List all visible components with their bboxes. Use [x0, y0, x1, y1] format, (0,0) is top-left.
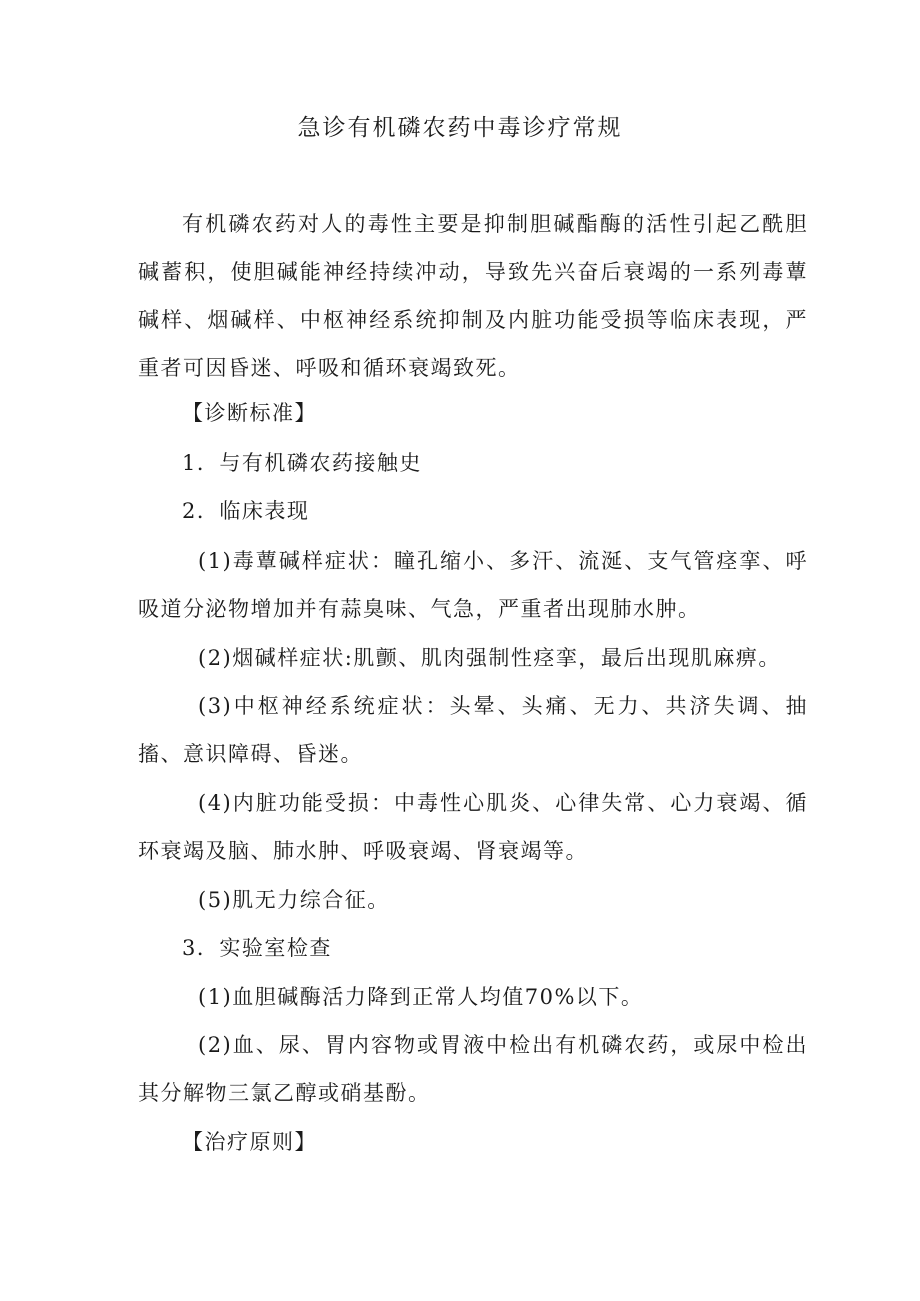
document-title: 急诊有机磷农药中毒诊疗常规: [297, 115, 623, 141]
diagnosis-item-2: 2．临床表现: [182, 499, 310, 523]
diagnosis-item-2-1: (1)毒蕈碱样症状：瞳孔缩小、多汗、流涎、支气管痉挛、呼吸道分泌物增加并有蒜臭味、气急，严重者出现肺水肿。: [138, 549, 808, 621]
diagnosis-item-2-5: (5)肌无力综合征。: [198, 888, 390, 912]
intro-paragraph: 有机磷农药对人的毒性主要是抑制胆碱酯酶的活性引起乙酰胆碱蓄积，使胆碱能神经持续冲动，导致先兴奋后衰竭的一系列毒蕈碱样、烟碱样、中枢神经系统抑制及内脏功能受损等临床表现，严重者可因昏迷、呼吸和循环衰竭致死。: [138, 212, 808, 380]
diagnosis-item-3-1: (1)血胆碱酶活力降到正常人均值70%以下。: [198, 985, 644, 1009]
section-heading-treatment: 【治疗原则】: [182, 1130, 317, 1154]
diagnosis-item-2-3: (3)中枢神经系统症状：头晕、头痛、无力、共济失调、抽搐、意识障碍、昏迷。: [138, 694, 808, 766]
diagnosis-item-2-4: (4)内脏功能受损：中毒性心肌炎、心律失常、心力衰竭、循环衰竭及脑、肺水肿、呼吸衰竭、肾衰竭等。: [138, 791, 808, 863]
diagnosis-item-2-2: (2)烟碱样症状:肌颤、肌肉强制性痉挛，最后出现肌麻痹。: [198, 646, 781, 670]
diagnosis-item-1: 1．与有机磷农药接触史: [182, 451, 422, 475]
section-heading-diagnosis: 【诊断标准】: [182, 401, 317, 425]
diagnosis-item-3: 3．实验室检查: [182, 936, 332, 960]
diagnosis-item-3-2: (2)血、尿、胃内容物或胃液中检出有机磷农药，或尿中检出其分解物三氯乙醇或硝基酚。: [138, 1033, 808, 1105]
